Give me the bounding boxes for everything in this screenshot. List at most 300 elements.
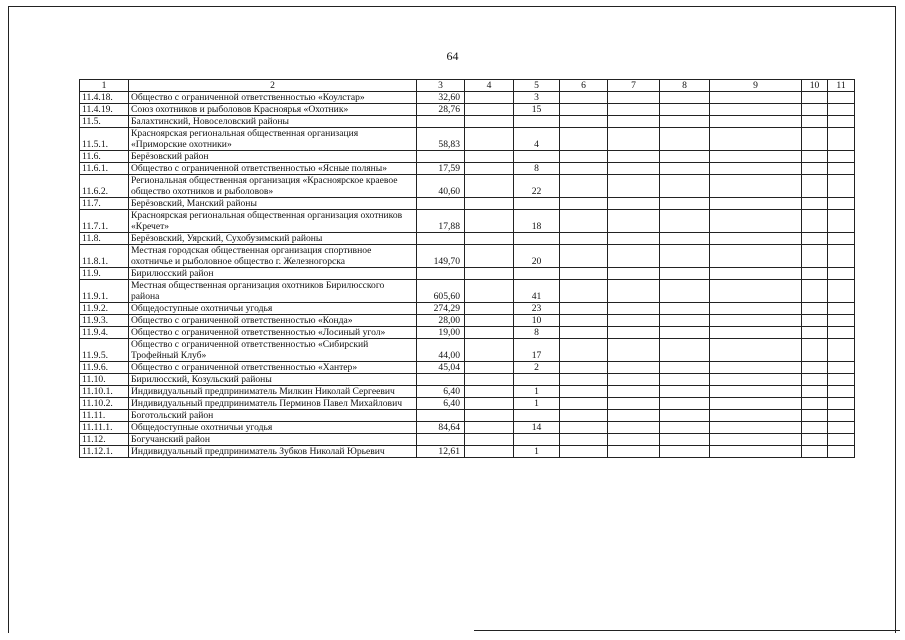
row-col4 <box>465 398 514 410</box>
row-col11 <box>828 104 855 116</box>
column-header: 3 <box>417 80 465 92</box>
row-col6 <box>560 233 608 245</box>
row-col8 <box>660 315 710 327</box>
row-name: Местная городская общественная организация спортивное охотничье и рыболовное общество г. Железногорска <box>129 245 417 268</box>
row-name: Общедоступные охотничьи угодья <box>129 303 417 315</box>
row-area: 44,00 <box>417 339 465 362</box>
row-col11 <box>828 151 855 163</box>
row-col8 <box>660 175 710 198</box>
row-code: 11.10. <box>80 374 129 386</box>
row-col8 <box>660 362 710 374</box>
row-col9 <box>710 151 802 163</box>
row-count: 41 <box>514 280 560 303</box>
column-header: 6 <box>560 80 608 92</box>
table-row <box>80 315 855 327</box>
row-col7 <box>608 434 660 446</box>
row-col7 <box>608 245 660 268</box>
column-header: 5 <box>514 80 560 92</box>
row-col6 <box>560 210 608 233</box>
row-col11 <box>828 386 855 398</box>
row-col10 <box>802 245 828 268</box>
column-header: 4 <box>465 80 514 92</box>
row-name: Общедоступные охотничьи угодья <box>129 422 417 434</box>
row-col7 <box>608 398 660 410</box>
row-col11 <box>828 339 855 362</box>
row-col7 <box>608 410 660 422</box>
row-col9 <box>710 446 802 458</box>
row-name: Союз охотников и рыболовов Красноярья «Охотник» <box>129 104 417 116</box>
row-col10 <box>802 339 828 362</box>
row-col6 <box>560 92 608 104</box>
row-col8 <box>660 128 710 151</box>
row-code: 11.11. <box>80 410 129 422</box>
hunting-grounds-table <box>79 79 855 458</box>
table-row <box>80 268 855 280</box>
row-count <box>514 374 560 386</box>
row-col9 <box>710 386 802 398</box>
row-col6 <box>560 446 608 458</box>
row-code: 11.4.18. <box>80 92 129 104</box>
row-col11 <box>828 210 855 233</box>
table-row <box>80 398 855 410</box>
column-header: 10 <box>802 80 828 92</box>
row-col9 <box>710 175 802 198</box>
row-col8 <box>660 116 710 128</box>
row-col11 <box>828 175 855 198</box>
row-col8 <box>660 245 710 268</box>
row-col7 <box>608 315 660 327</box>
row-name: Индивидуальный предприниматель Милкин Николай Сергеевич <box>129 386 417 398</box>
row-col11 <box>828 398 855 410</box>
row-code: 11.9.4. <box>80 327 129 339</box>
row-name: Местная общественная организация охотников Бирилюсского района <box>129 280 417 303</box>
row-col10 <box>802 386 828 398</box>
row-col4 <box>465 233 514 245</box>
row-area <box>417 268 465 280</box>
row-col9 <box>710 92 802 104</box>
row-name: Общество с ограниченной ответственностью «Ясные поляны» <box>129 163 417 175</box>
row-code: 11.8. <box>80 233 129 245</box>
row-col11 <box>828 233 855 245</box>
row-code: 11.8.1. <box>80 245 129 268</box>
row-area <box>417 434 465 446</box>
row-col7 <box>608 116 660 128</box>
table-row <box>80 422 855 434</box>
table-row <box>80 386 855 398</box>
row-col9 <box>710 410 802 422</box>
row-col11 <box>828 280 855 303</box>
column-header: 11 <box>828 80 855 92</box>
row-name: Красноярская региональная общественная организация «Приморские охотники» <box>129 128 417 151</box>
row-col11 <box>828 327 855 339</box>
row-col9 <box>710 327 802 339</box>
row-col8 <box>660 446 710 458</box>
row-code: 11.5.1. <box>80 128 129 151</box>
row-area: 84,64 <box>417 422 465 434</box>
row-col8 <box>660 268 710 280</box>
row-col4 <box>465 116 514 128</box>
column-header: 9 <box>710 80 802 92</box>
row-col11 <box>828 410 855 422</box>
row-col7 <box>608 233 660 245</box>
row-count: 15 <box>514 104 560 116</box>
row-col9 <box>710 163 802 175</box>
row-col11 <box>828 434 855 446</box>
row-col7 <box>608 339 660 362</box>
row-col10 <box>802 233 828 245</box>
row-area <box>417 233 465 245</box>
row-col4 <box>465 327 514 339</box>
row-col11 <box>828 116 855 128</box>
row-col4 <box>465 268 514 280</box>
row-col7 <box>608 128 660 151</box>
row-col11 <box>828 268 855 280</box>
row-col6 <box>560 175 608 198</box>
row-count: 8 <box>514 327 560 339</box>
row-code: 11.12. <box>80 434 129 446</box>
row-col6 <box>560 163 608 175</box>
row-name: Берёзовский, Манский районы <box>129 198 417 210</box>
row-col6 <box>560 398 608 410</box>
row-code: 11.9.5. <box>80 339 129 362</box>
row-col11 <box>828 315 855 327</box>
row-area: 6,40 <box>417 386 465 398</box>
row-col4 <box>465 446 514 458</box>
row-col9 <box>710 198 802 210</box>
row-area: 605,60 <box>417 280 465 303</box>
column-header: 7 <box>608 80 660 92</box>
table-body <box>80 92 855 458</box>
row-col7 <box>608 362 660 374</box>
row-col4 <box>465 434 514 446</box>
row-count: 4 <box>514 128 560 151</box>
row-col11 <box>828 362 855 374</box>
row-name: Региональная общественная организация «Красноярское краевое общество охотников и рыболовов» <box>129 175 417 198</box>
row-code: 11.5. <box>80 116 129 128</box>
row-col11 <box>828 374 855 386</box>
row-count: 17 <box>514 339 560 362</box>
row-code: 11.6. <box>80 151 129 163</box>
row-code: 11.4.19. <box>80 104 129 116</box>
row-col8 <box>660 104 710 116</box>
row-col8 <box>660 386 710 398</box>
row-area: 28,76 <box>417 104 465 116</box>
row-count: 18 <box>514 210 560 233</box>
row-count: 23 <box>514 303 560 315</box>
row-area: 32,60 <box>417 92 465 104</box>
row-col8 <box>660 163 710 175</box>
row-area <box>417 410 465 422</box>
row-col4 <box>465 303 514 315</box>
column-number-row <box>80 80 855 92</box>
row-col7 <box>608 268 660 280</box>
row-col8 <box>660 303 710 315</box>
row-col9 <box>710 315 802 327</box>
table-row <box>80 210 855 233</box>
row-col8 <box>660 210 710 233</box>
row-count <box>514 198 560 210</box>
row-col4 <box>465 104 514 116</box>
row-col7 <box>608 104 660 116</box>
row-col7 <box>608 163 660 175</box>
row-area: 19,00 <box>417 327 465 339</box>
row-area: 6,40 <box>417 398 465 410</box>
row-code: 11.12.1. <box>80 446 129 458</box>
row-col10 <box>802 362 828 374</box>
row-count: 22 <box>514 175 560 198</box>
row-col6 <box>560 434 608 446</box>
row-name: Берёзовский район <box>129 151 417 163</box>
row-count: 20 <box>514 245 560 268</box>
table-row <box>80 151 855 163</box>
row-name: Красноярская региональная общественная организация охотников «Кречет» <box>129 210 417 233</box>
row-col4 <box>465 315 514 327</box>
row-col10 <box>802 268 828 280</box>
row-code: 11.9. <box>80 268 129 280</box>
row-col8 <box>660 92 710 104</box>
row-count: 3 <box>514 92 560 104</box>
table-row <box>80 116 855 128</box>
row-col9 <box>710 422 802 434</box>
table-row <box>80 175 855 198</box>
row-col9 <box>710 128 802 151</box>
row-col8 <box>660 233 710 245</box>
row-col8 <box>660 398 710 410</box>
row-col9 <box>710 362 802 374</box>
table-row <box>80 362 855 374</box>
row-name: Богучанский район <box>129 434 417 446</box>
row-count: 10 <box>514 315 560 327</box>
row-col6 <box>560 386 608 398</box>
table-row <box>80 233 855 245</box>
row-count <box>514 268 560 280</box>
row-area: 40,60 <box>417 175 465 198</box>
row-col4 <box>465 339 514 362</box>
row-col7 <box>608 327 660 339</box>
row-col10 <box>802 410 828 422</box>
row-col9 <box>710 280 802 303</box>
row-col6 <box>560 315 608 327</box>
row-code: 11.10.2. <box>80 398 129 410</box>
table-row <box>80 303 855 315</box>
row-name: Бирилюсский, Козульский районы <box>129 374 417 386</box>
row-col6 <box>560 303 608 315</box>
row-col11 <box>828 198 855 210</box>
row-col8 <box>660 374 710 386</box>
row-col7 <box>608 446 660 458</box>
row-col10 <box>802 315 828 327</box>
row-col10 <box>802 434 828 446</box>
row-col6 <box>560 327 608 339</box>
row-col9 <box>710 116 802 128</box>
scan-edge <box>474 630 900 631</box>
row-col6 <box>560 410 608 422</box>
row-name: Берёзовский, Уярский, Сухобузимский районы <box>129 233 417 245</box>
table-row <box>80 128 855 151</box>
column-header: 8 <box>660 80 710 92</box>
table-row <box>80 280 855 303</box>
row-area: 45,04 <box>417 362 465 374</box>
row-count <box>514 410 560 422</box>
row-name: Индивидуальный предприниматель Перминов Павел Михайлович <box>129 398 417 410</box>
row-name: Общество с ограниченной ответственностью «Коулстар» <box>129 92 417 104</box>
row-col7 <box>608 422 660 434</box>
row-col11 <box>828 163 855 175</box>
row-code: 11.7.1. <box>80 210 129 233</box>
column-header: 1 <box>80 80 129 92</box>
row-code: 11.10.1. <box>80 386 129 398</box>
row-code: 11.6.1. <box>80 163 129 175</box>
row-col4 <box>465 386 514 398</box>
row-col6 <box>560 116 608 128</box>
row-col8 <box>660 422 710 434</box>
row-col6 <box>560 339 608 362</box>
row-col11 <box>828 92 855 104</box>
row-col4 <box>465 151 514 163</box>
row-code: 11.7. <box>80 198 129 210</box>
row-name: Общество с ограниченной ответственностью «Хантер» <box>129 362 417 374</box>
row-col6 <box>560 104 608 116</box>
table-row <box>80 446 855 458</box>
row-count: 14 <box>514 422 560 434</box>
row-name: Бирилюсский район <box>129 268 417 280</box>
page-number: 64 <box>446 49 459 63</box>
row-col10 <box>802 92 828 104</box>
row-area: 28,00 <box>417 315 465 327</box>
row-col6 <box>560 151 608 163</box>
row-col10 <box>802 446 828 458</box>
row-code: 11.9.3. <box>80 315 129 327</box>
row-col8 <box>660 151 710 163</box>
row-name: Балахтинский, Новоселовский районы <box>129 116 417 128</box>
row-col9 <box>710 104 802 116</box>
row-col9 <box>710 303 802 315</box>
row-col10 <box>802 104 828 116</box>
row-col7 <box>608 210 660 233</box>
row-name: Индивидуальный предприниматель Зубков Николай Юрьевич <box>129 446 417 458</box>
row-col9 <box>710 210 802 233</box>
column-header: 2 <box>129 80 417 92</box>
row-col9 <box>710 268 802 280</box>
row-col10 <box>802 128 828 151</box>
row-code: 11.11.1. <box>80 422 129 434</box>
row-col6 <box>560 422 608 434</box>
row-area: 17,88 <box>417 210 465 233</box>
row-col6 <box>560 280 608 303</box>
row-col7 <box>608 280 660 303</box>
row-col6 <box>560 268 608 280</box>
row-code: 11.9.2. <box>80 303 129 315</box>
row-area <box>417 374 465 386</box>
row-col10 <box>802 198 828 210</box>
row-count: 1 <box>514 398 560 410</box>
row-col9 <box>710 233 802 245</box>
row-col11 <box>828 446 855 458</box>
row-col4 <box>465 175 514 198</box>
row-col10 <box>802 175 828 198</box>
row-col8 <box>660 280 710 303</box>
row-col10 <box>802 422 828 434</box>
row-col11 <box>828 128 855 151</box>
row-col11 <box>828 422 855 434</box>
row-count <box>514 434 560 446</box>
row-col4 <box>465 245 514 268</box>
row-count: 8 <box>514 163 560 175</box>
row-col10 <box>802 280 828 303</box>
row-code: 11.6.2. <box>80 175 129 198</box>
row-col7 <box>608 386 660 398</box>
row-col11 <box>828 245 855 268</box>
row-col9 <box>710 434 802 446</box>
table-row <box>80 327 855 339</box>
row-count: 2 <box>514 362 560 374</box>
table-row <box>80 339 855 362</box>
table-row <box>80 92 855 104</box>
row-name: Общество с ограниченной ответственностью «Конда» <box>129 315 417 327</box>
table-row <box>80 104 855 116</box>
row-name: Боготольский район <box>129 410 417 422</box>
row-col8 <box>660 410 710 422</box>
row-col7 <box>608 374 660 386</box>
row-area: 274,29 <box>417 303 465 315</box>
row-col8 <box>660 198 710 210</box>
row-col8 <box>660 339 710 362</box>
row-col10 <box>802 398 828 410</box>
row-col4 <box>465 198 514 210</box>
table-row <box>80 410 855 422</box>
row-col4 <box>465 410 514 422</box>
row-col4 <box>465 374 514 386</box>
row-count: 1 <box>514 446 560 458</box>
row-area <box>417 151 465 163</box>
row-area: 58,83 <box>417 128 465 151</box>
row-col4 <box>465 163 514 175</box>
row-col7 <box>608 198 660 210</box>
row-col10 <box>802 163 828 175</box>
table-row <box>80 374 855 386</box>
row-col10 <box>802 151 828 163</box>
row-col4 <box>465 422 514 434</box>
row-col4 <box>465 128 514 151</box>
row-col7 <box>608 151 660 163</box>
table-row <box>80 198 855 210</box>
row-col10 <box>802 327 828 339</box>
row-col9 <box>710 374 802 386</box>
row-col7 <box>608 175 660 198</box>
row-col4 <box>465 280 514 303</box>
row-col6 <box>560 362 608 374</box>
row-col4 <box>465 210 514 233</box>
row-area <box>417 116 465 128</box>
row-col4 <box>465 362 514 374</box>
row-col10 <box>802 210 828 233</box>
row-col6 <box>560 128 608 151</box>
row-count <box>514 151 560 163</box>
row-col10 <box>802 374 828 386</box>
row-code: 11.9.1. <box>80 280 129 303</box>
row-col11 <box>828 303 855 315</box>
row-col6 <box>560 198 608 210</box>
row-count: 1 <box>514 386 560 398</box>
row-col9 <box>710 339 802 362</box>
table-row <box>80 434 855 446</box>
row-col8 <box>660 434 710 446</box>
row-count <box>514 116 560 128</box>
row-area <box>417 198 465 210</box>
row-col6 <box>560 374 608 386</box>
row-col7 <box>608 303 660 315</box>
row-area: 12,61 <box>417 446 465 458</box>
